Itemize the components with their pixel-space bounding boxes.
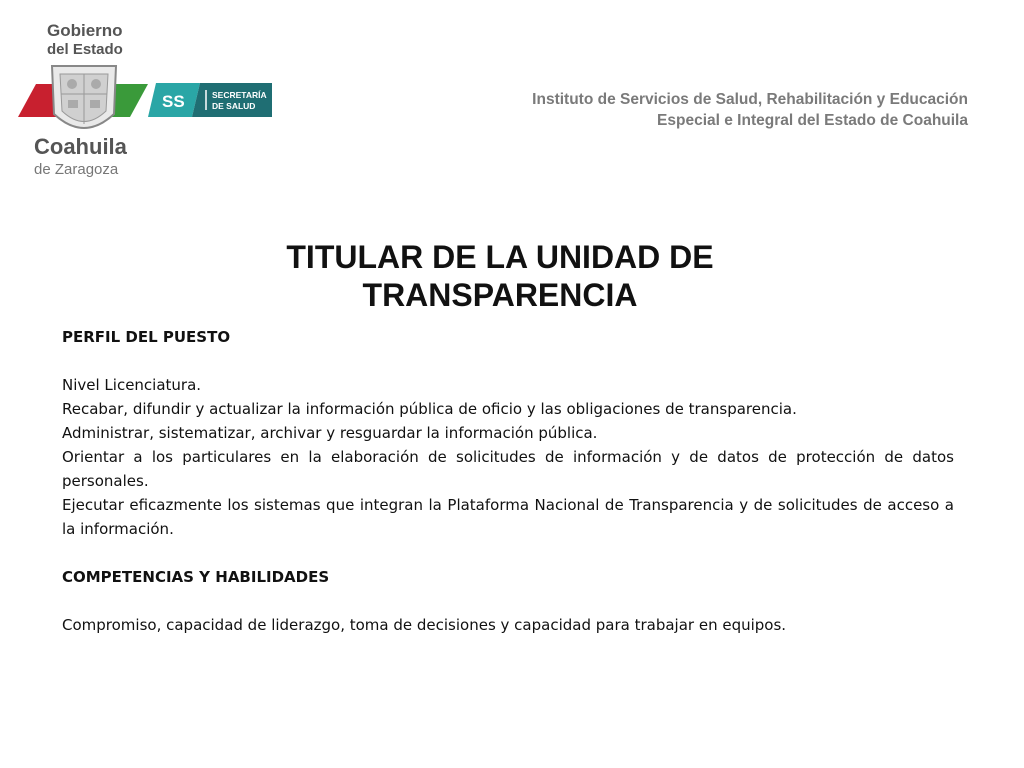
logo-del-estado-text: del Estado	[47, 41, 123, 58]
gobierno-coahuila-logo	[14, 14, 154, 184]
secretaria-salud-logo	[148, 83, 272, 117]
logo-coahuila-text: Coahuila	[34, 134, 127, 159]
coat-of-arms-icon	[52, 66, 116, 128]
title-line-1: TITULAR DE LA UNIDAD DE	[286, 239, 714, 275]
logo-de-zaragoza-text: de Zaragoza	[34, 161, 119, 178]
perfil-heading: PERFIL DEL PUESTO	[62, 328, 231, 346]
page-title	[200, 238, 800, 314]
title-line-2: TRANSPARENCIA	[362, 277, 638, 313]
header	[0, 0, 1024, 190]
perfil-item: Recabar, difundir y actualizar la información pública de oficio y las obligaciones de transparencia.	[62, 400, 797, 418]
competencias-heading: COMPETENCIAS Y HABILIDADES	[62, 568, 330, 586]
institute-name	[532, 89, 968, 131]
ss-line1-text: SECRETARÍA	[212, 90, 267, 100]
perfil-item: Ejecutar eficazmente los sistemas que integran la Plataforma Nacional de Transparencia y de solicitudes de acceso a la información.	[62, 496, 954, 538]
logo-gobierno-text: Gobierno	[47, 21, 123, 40]
document-body	[62, 325, 954, 637]
institute-line-1: Instituto de Servicios de Salud, Rehabilitación y Educación	[532, 91, 968, 108]
ss-line2-text: DE SALUD	[212, 101, 256, 111]
perfil-item: Orientar a los particulares en la elaboración de solicitudes de información y de datos de protección de datos personales.	[62, 448, 954, 490]
institute-line-2: Especial e Integral del Estado de Coahuila	[657, 112, 968, 129]
perfil-item: Nivel Licenciatura.	[62, 376, 202, 394]
perfil-item: Administrar, sistematizar, archivar y resguardar la información pública.	[62, 424, 598, 442]
competencias-text: Compromiso, capacidad de liderazgo, toma de decisiones y capacidad para trabajar en equipos.	[62, 616, 787, 634]
ss-abbr-text: SS	[162, 92, 185, 111]
